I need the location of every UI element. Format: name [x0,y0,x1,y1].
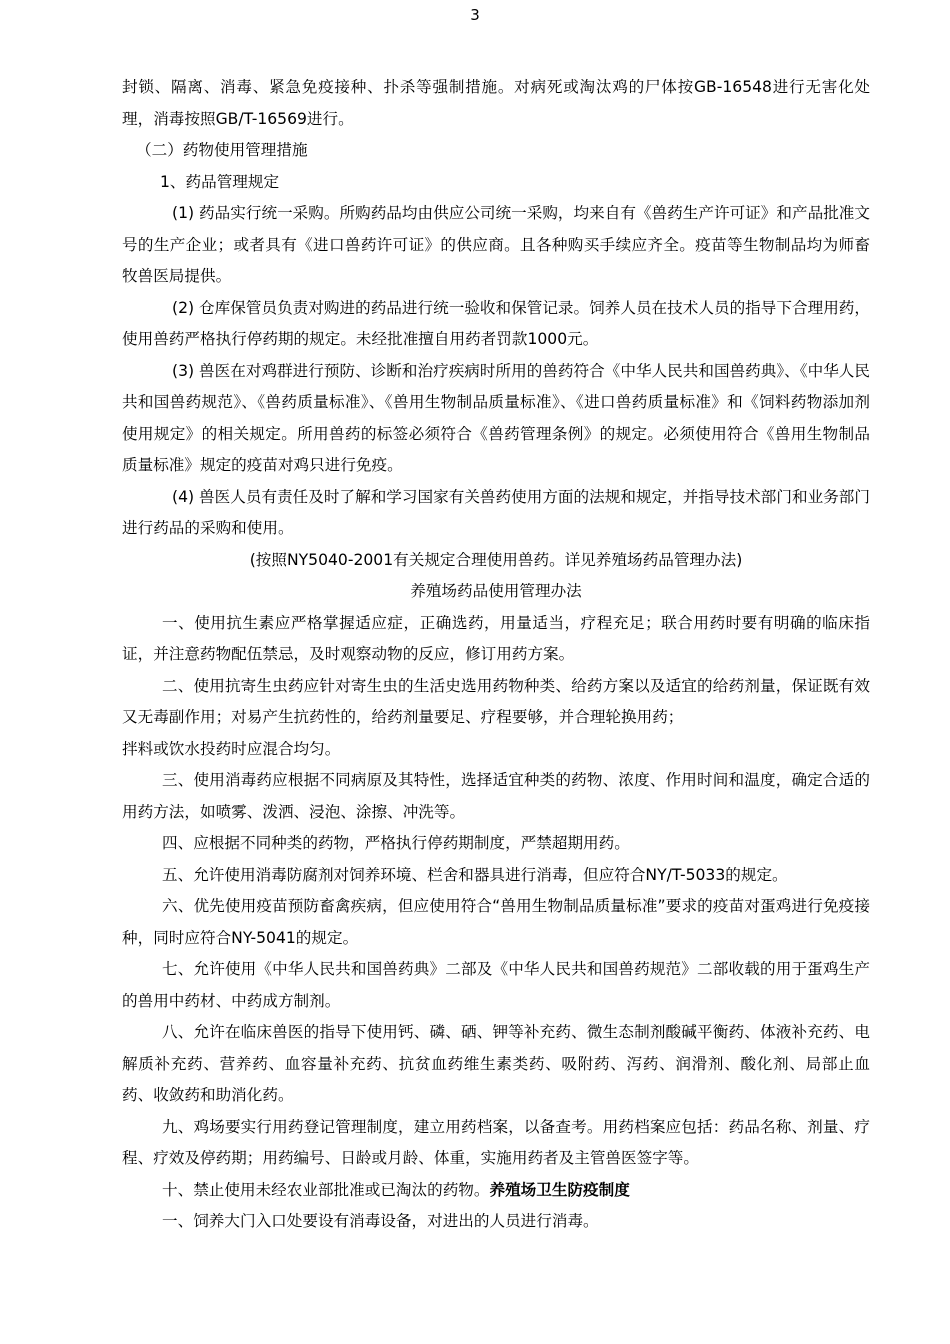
article-5: 五、允许使用消毒防腐剂对饲养环境、栏舍和器具进行消毒，但应符合NY/T-5033的规定。 [162,865,788,884]
article-9: 九、鸡场要实行用药登记管理制度，建立用药档案，以备查考。用药档案应包括：药品名称、剂量、疗程、疗效及停药期；用药编号、日龄或月龄、体重，实施用药者及主管兽医签字等。 [122,1117,870,1167]
article-10-text: 十、禁止使用未经农业部批准或已淘汰的药物。 [162,1180,490,1199]
paragraph-quarantine-measures: 封锁、隔离、消毒、紧急免疫接种、扑杀等强制措施。对病死或淘汰鸡的尸体按GB-16548进行无害化处理，消毒按照GB/T-16569进行。 [122,78,870,128]
paragraph-item-4: (4) 兽医人员有责任及时了解和学习国家有关兽药使用方面的法规和规定，并指导技术部门和业务部门进行药品的采购和使用。 [122,487,870,537]
article-10 [122,1175,870,1207]
subsection-heading-drug-regulations: 1、药品管理规定 [160,172,280,191]
paragraph-item-3: (3) 兽医在对鸡群进行预防、诊断和治疗疾病时所用的兽药符合《中华人民共和国兽药典》、《中华人民共和国兽药规范》、《兽药质量标准》、《兽用生物制品质量标准》、《进口兽药质量标准》和《饲料药物添加剂使用规定》的相关规定。所用兽药的标签必须符合《兽药管理条例》的规定。必须使用符合《兽用生物制品质量标准》规定的疫苗对鸡只进行免疫。 [122,361,870,474]
paragraph-item-2: (2) 仓库保管员负责对购进的药品进行统一验收和保管记录。饲养人员在技术人员的指导下合理用药，使用兽药严格执行停药期的规定。未经批准擅自用药者罚款1000元。 [122,298,870,348]
heading-drug-management-rules: 养殖场药品使用管理办法 [410,582,582,600]
article-6: 六、优先使用疫苗预防畜禽疾病，但应使用符合“兽用生物制品质量标准”要求的疫苗对蛋鸡进行免疫接种，同时应符合NY-5041的规定。 [122,897,870,947]
note-standard-reference: (按照NY5040-2001有关规定合理使用兽药。详见养殖场药品管理办法) [249,550,743,569]
heading-sanitation-rules: 养殖场卫生防疫制度 [489,1180,630,1199]
sanitation-article-1: 一、饲养大门入口处要设有消毒设备，对进出的人员进行消毒。 [162,1212,599,1230]
article-2: 二、使用抗寄生虫药应针对寄生虫的生活史选用药物种类、给药方案以及适宜的给药剂量，保证既有效又无毒副作用；对易产生抗药性的，给药剂量要足、疗程要够，并合理轮换用药； [122,676,870,726]
article-3: 三、使用消毒药应根据不同病原及其特性，选择适宜种类的药物、浓度、作用时间和温度，确定合适的用药方法，如喷雾、泼洒、浸泡、涂擦、冲洗等。 [122,771,870,821]
article-7: 七、允许使用《中华人民共和国兽药典》二部及《中华人民共和国兽药规范》二部收载的用于蛋鸡生产的兽用中药材、中药成方制剂。 [122,960,870,1010]
document-body [122,72,870,1238]
article-4: 四、应根据不同种类的药物，严格执行停药期制度，严禁超期用药。 [162,834,630,852]
article-1: 一、使用抗生素应严格掌握适应症，正确选药，用量适当，疗程充足；联合用药时要有明确的临床指证，并注意药物配伍禁忌，及时观察动物的反应，修订用药方案。 [122,613,870,663]
section-heading-drug-use: （二）药物使用管理措施 [136,141,308,159]
article-2-continued: 拌料或饮水投药时应混合均匀。 [122,739,341,758]
article-8: 八、允许在临床兽医的指导下使用钙、磷、硒、钾等补充药、微生态制剂酸碱平衡药、体液补充药、电解质补充药、营养药、血容量补充药、抗贫血药维生素类药、吸附药、泻药、润滑剂、酸化剂、局部止血药、收敛药和助消化药。 [122,1023,870,1104]
page-number: 3 [470,6,480,24]
paragraph-item-1: (1) 药品实行统一采购。所购药品均由供应公司统一采购，均来自有《兽药生产许可证》和产品批准文号的生产企业；或者具有《进口兽药许可证》的供应商。且各种购买手续应齐全。疫苗等生物制品均为师畜牧兽医局提供。 [122,204,870,285]
